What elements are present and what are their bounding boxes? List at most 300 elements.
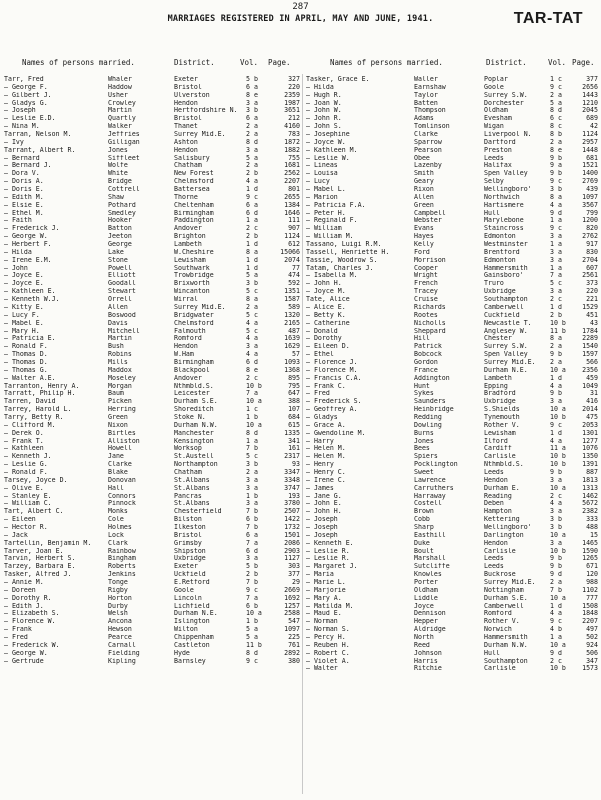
entry-name: — Olive E. (4, 484, 44, 492)
entry-vol: 6 a (246, 201, 258, 209)
entry-district: Uxbridge (484, 398, 516, 406)
entry-district: Exeter (174, 76, 198, 83)
entry-vol: 10 b (550, 413, 566, 421)
entry-page: 1813 (582, 476, 598, 484)
register-entry (306, 658, 598, 666)
entry-page: 1784 (582, 327, 598, 335)
entry-page: 2317 (284, 453, 300, 461)
register-entry (306, 249, 598, 257)
entry-page: 1277 (582, 437, 598, 445)
entry-page: 451 (586, 311, 598, 319)
entry-district: Truro (484, 280, 504, 288)
entry-vol: 6 a (246, 115, 258, 123)
entry-vol: 5 a (246, 154, 258, 162)
entry-vol: 10 a (550, 484, 566, 492)
entry-spouse: Fielding (108, 649, 140, 657)
entry-spouse: Tomlinson (414, 123, 450, 131)
entry-spouse: Donovan (108, 476, 136, 484)
register-entry (4, 469, 300, 477)
entry-district: Cardiff (484, 445, 512, 453)
entry-vol: 9 c (246, 657, 258, 665)
entry-name: — Kathleen M. (306, 146, 358, 154)
entry-name: Tarran, Nelson M. (4, 131, 72, 139)
entry-name: — Kenneth E. (306, 539, 354, 547)
entry-name: — Joan W. (306, 99, 342, 107)
register-entry (4, 115, 300, 123)
register-entry (4, 516, 300, 524)
register-entry (4, 335, 300, 343)
entry-spouse: Shaw (108, 193, 124, 201)
entry-spouse: Marshall (414, 555, 446, 563)
entry-spouse: Jenkins (108, 571, 136, 579)
register-entry (4, 100, 300, 108)
entry-spouse: Mills (108, 358, 128, 366)
entry-district: Hertfordshire N. (174, 107, 238, 115)
entry-vol: 11 b (246, 641, 262, 649)
entry-district: Deben (484, 500, 504, 508)
entry-spouse: Spiers (414, 453, 438, 461)
entry-page: 612 (288, 241, 300, 249)
entry-vol: 7 a (246, 390, 258, 398)
entry-page: 2507 (284, 508, 300, 516)
entry-page: 377 (288, 571, 300, 579)
entry-name: — Gladys (306, 413, 338, 421)
entry-district: New Forest (174, 170, 214, 178)
entry-spouse: Usher (108, 91, 128, 99)
entry-district: St.Albans (174, 500, 210, 508)
entry-district: Romford (484, 610, 512, 618)
entry-page: 1448 (582, 146, 598, 154)
entry-name: — Ethel M. (4, 209, 44, 217)
entry-vol: 10 a (550, 366, 566, 374)
entry-spouse: Rainbow (108, 547, 136, 555)
entry-district: Durham N.W. (174, 421, 218, 429)
entry-district: Spen Valley (484, 170, 528, 178)
register-entry (306, 304, 598, 312)
entry-vol: 3 b (550, 186, 562, 194)
register-entry (4, 477, 300, 485)
entry-vol: 3 a (550, 539, 562, 547)
entry-district: Hendon (174, 99, 198, 107)
entry-spouse: Wolfe (108, 162, 128, 170)
entry-district: Surrey S.W. (484, 91, 528, 99)
entry-spouse: Nicholls (414, 319, 446, 327)
entry-district: Chatham (174, 468, 202, 476)
entry-page: 1848 (582, 610, 598, 618)
entry-vol: 8 e (246, 366, 258, 374)
entry-district: Chippenham (174, 634, 214, 642)
entry-spouse: Sparrow (414, 138, 442, 146)
register-entry (4, 438, 300, 446)
entry-vol: 3 a (550, 476, 562, 484)
entry-vol: 10 b (246, 382, 262, 390)
entry-name: — John H. (306, 280, 342, 288)
register-entry (4, 359, 300, 367)
entry-district: Dartford (484, 138, 516, 146)
entry-district: Uckfield (174, 571, 206, 579)
entry-spouse: Rigby (108, 586, 128, 594)
entry-name: — Doris A. (4, 178, 44, 186)
col-header-district-right: District. (486, 58, 527, 67)
register-entry (4, 453, 300, 461)
entry-district: Chelmsford (174, 178, 214, 186)
entry-name: — Jane G. (306, 492, 342, 500)
entry-spouse: Kipling (108, 657, 136, 665)
entry-district: Gainsboro' (484, 272, 524, 280)
entry-vol: 2 b (246, 170, 258, 178)
entry-name: Tart, Albert C. (4, 508, 64, 516)
entry-name: — Ivy (4, 138, 24, 146)
entry-page: 111 (288, 217, 300, 225)
entry-district: Goole (484, 83, 504, 91)
entry-page: 225 (288, 634, 300, 642)
entry-spouse: Cobb (414, 516, 430, 524)
entry-page: 589 (288, 303, 300, 311)
entry-vol: 8 a (246, 296, 258, 304)
entry-vol: 10 a (550, 641, 566, 649)
entry-spouse: Birtles (108, 429, 136, 437)
entry-name: — Henry (306, 461, 334, 469)
entry-district: Islington (174, 618, 210, 626)
entry-page: 2562 (284, 170, 300, 178)
entry-vol: 3 a (246, 343, 258, 351)
entry-vol: 3 b (246, 280, 258, 288)
entry-spouse: French (414, 280, 438, 288)
register-entry (306, 92, 598, 100)
entry-district: Durham S.E. (484, 594, 528, 602)
register-entry (306, 430, 598, 438)
entry-name: — Leslie W. (306, 154, 350, 162)
entry-page: 1257 (284, 602, 300, 610)
entry-vol: 3 b (550, 516, 562, 524)
entry-spouse: Maddox (108, 366, 132, 374)
register-entry (4, 280, 300, 288)
register-entry (4, 579, 300, 587)
entry-district: Buckrose (484, 571, 516, 579)
entry-vol: 2 a (550, 91, 562, 99)
register-entry (4, 194, 300, 202)
entry-district: Carlisle (484, 547, 516, 555)
entry-page: 1335 (284, 429, 300, 437)
entry-page: 592 (288, 280, 300, 288)
entry-vol: 10 a (246, 610, 262, 618)
entry-page: 1692 (284, 594, 300, 602)
entry-name: — Margaret J. (306, 563, 358, 571)
entry-vol: 1 d (550, 602, 562, 610)
entry-district: Surrey Mid.E. (484, 579, 536, 586)
entry-district: Marylebone (484, 217, 524, 225)
entry-name: — Kenneth J. (4, 453, 52, 461)
entry-vol: 7 b (246, 523, 258, 531)
entry-name: — James (306, 484, 334, 492)
entry-vol: 1 d (246, 186, 258, 194)
entry-district: Lincoln (174, 594, 202, 602)
entry-page: 43 (590, 319, 598, 327)
entry-page: 1732 (284, 523, 300, 531)
register-entry (4, 445, 300, 453)
register-entry (4, 540, 300, 548)
entry-vol: 10 a (550, 531, 566, 539)
entry-spouse: Cole (108, 516, 124, 524)
entry-vol: 2 c (550, 492, 562, 500)
entry-page: 347 (586, 657, 598, 665)
register-entry (4, 650, 300, 658)
entry-page: 93 (292, 461, 300, 469)
entry-vol: 1 d (550, 303, 562, 311)
entry-district: Reading (484, 492, 512, 500)
entry-vol: 9 d (550, 571, 562, 579)
entry-vol: 10 a (550, 406, 566, 414)
entry-page: 2014 (582, 406, 598, 414)
entry-district: Lewisham (174, 256, 206, 264)
entry-page: 502 (586, 634, 598, 642)
entry-district: St.Albans (174, 484, 210, 492)
entry-page: 2074 (284, 256, 300, 264)
register-entry (306, 469, 598, 477)
entry-page: 1102 (582, 586, 598, 594)
entry-vol: 9 d (550, 649, 562, 657)
register-entry (306, 186, 598, 194)
entry-page: 2561 (582, 272, 598, 280)
entry-name: — Mary H. (4, 327, 40, 335)
entry-spouse: Boswood (108, 311, 136, 319)
entry-name: — Thomas G. (4, 366, 48, 374)
entry-spouse: Blake (108, 468, 128, 476)
entry-vol: 4 a (246, 178, 258, 186)
entry-page: 1987 (284, 99, 300, 107)
entry-name: — John R. (306, 115, 342, 123)
entry-district: Tynemouth (484, 413, 520, 421)
entry-name: — John W. (306, 107, 342, 115)
entry-page: 988 (586, 579, 598, 586)
entry-vol: 11 b (550, 327, 566, 335)
entry-page: 1681 (284, 162, 300, 170)
left-column (4, 76, 300, 665)
entry-vol: 9 c (550, 178, 562, 186)
entry-page: 777 (586, 594, 598, 602)
entry-page: 2045 (582, 107, 598, 115)
register-entry (306, 579, 598, 587)
entry-spouse: Bush (108, 343, 124, 351)
entry-page: 607 (586, 264, 598, 272)
entry-spouse: Lock (108, 531, 124, 539)
entry-name: — Derek O. (4, 429, 44, 437)
entry-page: 2704 (582, 256, 598, 264)
entry-name: — Annie M. (4, 579, 44, 586)
entry-page: 487 (288, 327, 300, 335)
entry-page: 212 (288, 115, 300, 123)
entry-name: — Irene C. (306, 476, 346, 484)
entry-name: — Norman S. (306, 626, 350, 634)
entry-vol: 6 d (246, 209, 258, 217)
entry-spouse: Hunt (414, 382, 430, 390)
entry-page: 107 (288, 406, 300, 414)
entry-district: Wigan (484, 123, 504, 131)
entry-district: Hendon (484, 476, 508, 484)
entry-district: Hyde (174, 649, 190, 657)
entry-district: Lambeth (174, 241, 202, 249)
entry-vol: 3 a (550, 233, 562, 241)
entry-vol: 1 d (550, 429, 562, 437)
entry-page: 3348 (284, 476, 300, 484)
entry-district: Wirral (174, 296, 198, 304)
entry-spouse: Rixon (414, 186, 434, 194)
entry-name: — Frederick J. (4, 225, 60, 233)
entry-spouse: Harris (414, 657, 438, 665)
register-entry (4, 414, 300, 422)
entry-page: 497 (586, 626, 598, 634)
register-entry (306, 540, 598, 548)
entry-page: 475 (586, 413, 598, 421)
entry-name: — Betty K. (306, 311, 346, 319)
entry-vol: 9 b (550, 555, 562, 563)
entry-page: 2892 (284, 649, 300, 657)
entry-name: — Fred (306, 390, 330, 398)
entry-district: Hull (484, 209, 500, 217)
entry-district: Surrey S.W. (484, 343, 528, 351)
entry-district: Evesham (484, 115, 512, 123)
entry-page: 1646 (284, 209, 300, 217)
entry-spouse: Jeffries (108, 131, 140, 139)
entry-name: — Florence J. (306, 358, 358, 366)
entry-page: 1093 (284, 358, 300, 366)
entry-vol: 4 b (550, 626, 562, 634)
register-entry (306, 532, 598, 540)
entry-vol: 4 a (550, 610, 562, 618)
entry-district: Carlisle (484, 665, 516, 673)
register-entry (306, 634, 598, 642)
entry-name: — Doreen (4, 586, 36, 594)
entry-page: 1351 (284, 288, 300, 296)
entry-page: 42 (590, 123, 598, 131)
page-number: 287 (292, 2, 309, 12)
register-entry (306, 626, 598, 634)
entry-name: — Lucy F. (4, 311, 40, 319)
entry-name: — Fred (4, 634, 28, 642)
entry-page: 684 (288, 413, 300, 421)
entry-page: 566 (586, 358, 598, 366)
entry-name: — Hilda (4, 248, 32, 256)
entry-vol: 11 a (550, 445, 566, 453)
entry-district: Oldham (484, 107, 508, 115)
entry-district: Newcastle T. (484, 319, 532, 327)
entry-page: 439 (586, 186, 598, 194)
entry-district: Hull (484, 649, 500, 657)
entry-district: Brixworth (174, 280, 210, 288)
register-entry (306, 555, 598, 563)
entry-district: Wincanton (174, 288, 210, 296)
entry-vol: 1 c (550, 76, 562, 83)
entry-name: — Frederick W. (4, 641, 60, 649)
entry-district: Thorne (174, 193, 198, 201)
entry-page: 1587 (284, 296, 300, 304)
entry-district: Pancras (174, 492, 202, 500)
entry-district: Hartismere (484, 201, 524, 209)
entry-name: — Edith M. (4, 193, 44, 201)
register-entry (4, 257, 300, 265)
entry-name: — Frederick S. (306, 398, 362, 406)
entry-name: — Frank (4, 626, 32, 634)
entry-name: — Violet A. (306, 657, 350, 665)
entry-vol: 4 a (550, 382, 562, 390)
entry-vol: 2 a (550, 343, 562, 351)
entry-name: — Hilda (306, 83, 334, 91)
entry-page: 15066 (280, 248, 300, 256)
entry-name: — Clifford M. (4, 421, 56, 429)
register-entry (4, 563, 300, 571)
entry-spouse: Morrison (414, 256, 446, 264)
register-entry (306, 571, 598, 579)
entry-vol: 2 b (246, 233, 258, 241)
entry-spouse: Howell (108, 445, 132, 453)
entry-spouse: Hooker (108, 217, 132, 225)
entry-vol: 6 b (246, 516, 258, 524)
entry-spouse: Redding (414, 413, 442, 421)
entry-name: — Thomas D. (4, 351, 48, 359)
register-entry (4, 658, 300, 666)
entry-district: S.Shields (484, 406, 520, 414)
register-entry (4, 186, 300, 194)
entry-vol: 9 c (550, 225, 562, 233)
entry-district: Staincross (484, 225, 524, 233)
entry-name: — Dora V. (4, 170, 40, 178)
entry-spouse: Kelly (414, 241, 434, 249)
entry-district: Durham N.W. (484, 641, 528, 649)
entry-district: St.Austell (174, 453, 214, 461)
entry-name: — Maud E. (306, 610, 342, 618)
entry-district: Ulverston (174, 91, 210, 99)
entry-vol: 4 a (550, 201, 562, 209)
entry-district: Brighton (174, 233, 206, 241)
register-entry (306, 414, 598, 422)
entry-district: Bilston (174, 516, 202, 524)
entry-vol: 5 c (246, 311, 258, 319)
entry-vol: 3 a (550, 248, 562, 256)
entry-spouse: Whaler (108, 76, 132, 83)
entry-name: — Helen M. (306, 453, 346, 461)
entry-page: 1350 (582, 453, 598, 461)
entry-district: Grimsby (174, 539, 202, 547)
register-entry (306, 548, 598, 556)
entry-name: Tate, Alice (306, 296, 350, 304)
entry-vol: 3 a (246, 99, 258, 107)
entry-spouse: Horton (108, 594, 132, 602)
entry-page: 799 (586, 209, 598, 217)
entry-page: 416 (586, 398, 598, 406)
entry-district: E.Retford (174, 579, 210, 586)
entry-page: 1521 (582, 162, 598, 170)
entry-name: — Joseph (4, 107, 36, 115)
entry-name: Tartellin, Benjamin M. (4, 539, 92, 547)
entry-district: Carlisle (484, 453, 516, 461)
entry-name: Tarr, Fred (4, 76, 44, 83)
entry-spouse: Thompson (414, 107, 446, 115)
entry-district: Worksop (174, 445, 202, 453)
register-entry (306, 76, 598, 84)
register-entry (306, 123, 598, 131)
entry-vol: 5 c (246, 453, 258, 461)
entry-vol: 3 a (550, 256, 562, 264)
entry-district: Bridgwater (174, 311, 214, 319)
entry-vol: 1 c (246, 406, 258, 414)
entry-vol: 10 b (550, 547, 566, 555)
entry-district: Ashton (174, 138, 198, 146)
entry-page: 671 (586, 563, 598, 571)
entry-district: Birmingham (174, 358, 214, 366)
entry-spouse: Nixon (108, 421, 128, 429)
entry-district: St.Albans (174, 476, 210, 484)
entry-vol: 5 a (246, 626, 258, 634)
